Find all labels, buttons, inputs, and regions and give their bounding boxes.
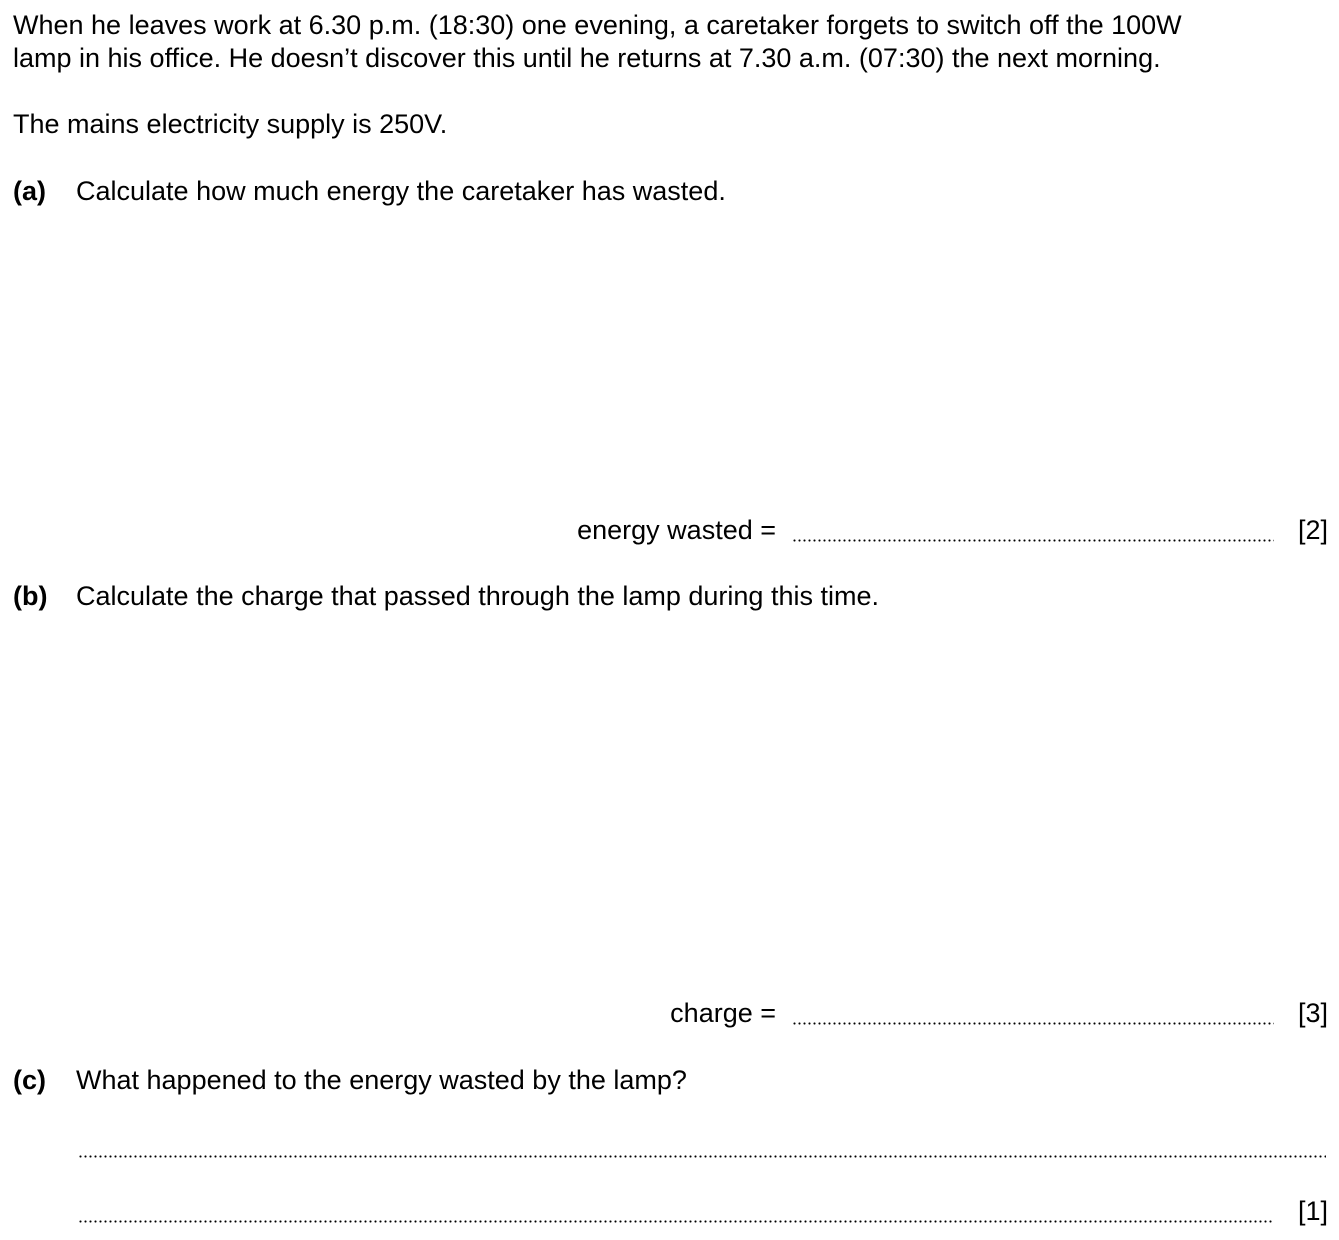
part-c-answer-line-2[interactable] [78, 1220, 1274, 1223]
charge-answer-line[interactable] [792, 1022, 1274, 1025]
part-a-marks: [2] [1297, 515, 1328, 545]
part-c-label: (c) [13, 1065, 46, 1095]
part-b-marks: [3] [1297, 998, 1328, 1028]
supply-statement: The mains electricity supply is 250V. [13, 109, 448, 139]
part-b-label: (b) [13, 581, 48, 611]
part-b-question: Calculate the charge that passed through the lamp during this time. [76, 581, 879, 611]
intro-line-1: When he leaves work at 6.30 p.m. (18:30) one evening, a caretaker forgets to switch off the 100W [13, 10, 1182, 40]
part-c-marks: [1] [1297, 1196, 1328, 1226]
part-a-question: Calculate how much energy the caretaker has wasted. [76, 176, 726, 206]
part-c-answer-line-1[interactable] [78, 1155, 1326, 1158]
part-c-question: What happened to the energy wasted by the lamp? [76, 1065, 687, 1095]
energy-wasted-label: energy wasted = [577, 515, 776, 545]
energy-wasted-answer-line[interactable] [792, 539, 1274, 542]
charge-label: charge = [670, 998, 776, 1028]
intro-line-2: lamp in his office. He doesn’t discover this until he returns at 7.30 a.m. (07:30) the next morning. [13, 43, 1161, 73]
part-a-label: (a) [13, 176, 46, 206]
